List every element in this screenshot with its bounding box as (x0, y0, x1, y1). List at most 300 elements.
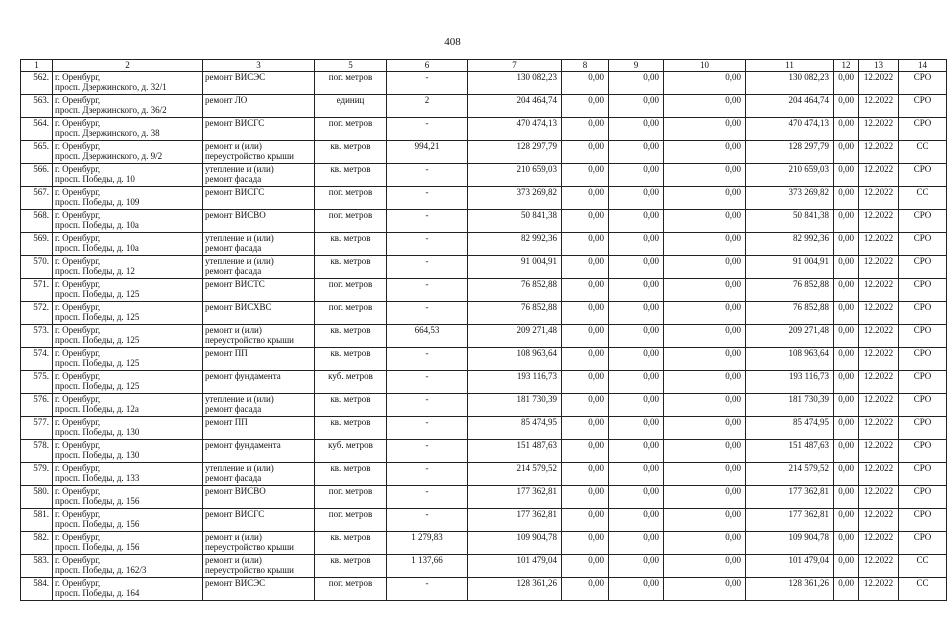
deadline-cell-line: 12.2022 (863, 371, 894, 381)
fund-cell-10 (664, 509, 746, 532)
row-number-line: 564. (33, 118, 49, 128)
total-cost-cell (468, 233, 562, 256)
work-type-cell (203, 256, 315, 279)
unit-cell (315, 118, 387, 141)
fund-cell-12-line: 0,00 (838, 417, 854, 427)
work-type-cell-line: ремонт ВИСВО (205, 210, 266, 220)
work-type-cell (203, 233, 315, 256)
quantity-cell (387, 371, 468, 394)
owners-funds-cell-line: 85 474,95 (793, 417, 829, 427)
table-row (21, 187, 947, 210)
fund-cell-9 (609, 256, 664, 279)
total-cost-cell (468, 463, 562, 486)
fund-method-cell (899, 578, 947, 601)
deadline-cell (859, 509, 899, 532)
owners-funds-cell (746, 141, 834, 164)
fund-cell-9 (609, 417, 664, 440)
total-cost-cell-line: 108 963,64 (516, 348, 557, 358)
deadline-cell-line: 12.2022 (863, 440, 894, 450)
fund-cell-10-line: 0,00 (725, 509, 741, 519)
fund-method-cell-line: СРО (913, 532, 932, 542)
fund-cell-12-line: 0,00 (838, 486, 854, 496)
total-cost-cell-line: 128 297,79 (516, 141, 557, 151)
fund-cell-12 (834, 348, 859, 371)
fund-cell-8 (562, 325, 609, 348)
address-cell-line: г. Оренбург, (55, 348, 101, 358)
deadline-cell-line: 12.2022 (863, 210, 894, 220)
deadline-cell (859, 394, 899, 417)
work-type-cell-line: ремонт ВИСЭС (205, 578, 266, 588)
fund-cell-12 (834, 555, 859, 578)
unit-cell (315, 141, 387, 164)
fund-cell-9-line: 0,00 (643, 509, 659, 519)
fund-cell-12 (834, 440, 859, 463)
address-cell-line: г. Оренбург, (55, 141, 101, 151)
fund-cell-12-line: 0,00 (838, 279, 854, 289)
owners-funds-cell-line: 470 474,13 (788, 118, 829, 128)
address-cell (53, 256, 203, 279)
work-type-cell-line: утепление и (или) (205, 394, 274, 404)
fund-cell-9-line: 0,00 (643, 532, 659, 542)
address-cell (53, 279, 203, 302)
owners-funds-cell (746, 187, 834, 210)
row-number (21, 394, 53, 417)
unit-cell-line: пог. метров (328, 187, 373, 197)
fund-cell-12 (834, 325, 859, 348)
unit-cell-line: кв. метров (330, 555, 371, 565)
row-number-line: 582. (33, 532, 49, 542)
fund-cell-10 (664, 440, 746, 463)
row-number (21, 463, 53, 486)
row-number (21, 256, 53, 279)
column-header: 9 (609, 60, 664, 72)
fund-cell-9 (609, 394, 664, 417)
work-type-cell-line: утепление и (или) (205, 164, 274, 174)
total-cost-cell (468, 256, 562, 279)
address-cell-line: г. Оренбург, (55, 256, 101, 266)
work-type-cell (203, 302, 315, 325)
address-cell (53, 348, 203, 371)
total-cost-cell-line: 82 992,36 (521, 233, 557, 243)
row-number (21, 118, 53, 141)
unit-cell (315, 256, 387, 279)
fund-cell-8 (562, 486, 609, 509)
fund-cell-10-line: 0,00 (725, 417, 741, 427)
unit-cell (315, 578, 387, 601)
deadline-cell-line: 12.2022 (863, 348, 894, 358)
unit-cell-line: пог. метров (328, 302, 373, 312)
fund-method-cell-line: СРО (913, 233, 932, 243)
fund-cell-12 (834, 279, 859, 302)
fund-cell-8-line: 0,00 (588, 578, 604, 588)
fund-cell-8 (562, 187, 609, 210)
work-type-cell-line: ремонт фасада (205, 243, 262, 253)
total-cost-cell-line: 214 579,52 (516, 463, 557, 473)
fund-method-cell (899, 394, 947, 417)
fund-cell-8 (562, 72, 609, 95)
fund-cell-10 (664, 302, 746, 325)
work-type-cell (203, 141, 315, 164)
deadline-cell (859, 141, 899, 164)
fund-cell-10-line: 0,00 (725, 532, 741, 542)
unit-cell-line: пог. метров (328, 72, 373, 82)
quantity-cell-line: 664,53 (414, 325, 440, 335)
deadline-cell-line: 12.2022 (863, 509, 894, 519)
quantity-cell-line: - (425, 279, 429, 289)
fund-cell-8-line: 0,00 (588, 233, 604, 243)
fund-cell-10 (664, 279, 746, 302)
total-cost-cell (468, 578, 562, 601)
address-cell-line: г. Оренбург, (55, 440, 101, 450)
fund-cell-12 (834, 95, 859, 118)
work-type-cell (203, 371, 315, 394)
fund-cell-8-line: 0,00 (588, 394, 604, 404)
fund-cell-10 (664, 325, 746, 348)
quantity-cell-line: - (425, 348, 429, 358)
fund-cell-8-line: 0,00 (588, 532, 604, 542)
work-type-cell-line: ремонт ПП (205, 348, 248, 358)
work-type-cell-line: ремонт ВИСЭС (205, 72, 266, 82)
address-cell-line: г. Оренбург, (55, 164, 101, 174)
work-type-cell-line: утепление и (или) (205, 256, 274, 266)
fund-cell-12-line: 0,00 (838, 302, 854, 312)
quantity-cell-line: - (425, 509, 429, 519)
work-type-cell-line: переустройство крыши (205, 565, 294, 575)
unit-cell-line: кв. метров (330, 417, 371, 427)
unit-cell-line: пог. метров (328, 578, 373, 588)
address-cell-line: г. Оренбург, (55, 118, 101, 128)
fund-cell-8 (562, 440, 609, 463)
fund-cell-8 (562, 463, 609, 486)
table-row (21, 164, 947, 187)
fund-cell-10 (664, 141, 746, 164)
deadline-cell-line: 12.2022 (863, 486, 894, 496)
total-cost-cell (468, 532, 562, 555)
deadline-cell-line: 12.2022 (863, 417, 894, 427)
fund-cell-10 (664, 486, 746, 509)
work-type-cell (203, 95, 315, 118)
fund-cell-9 (609, 141, 664, 164)
address-cell-line: г. Оренбург, (55, 394, 101, 404)
work-type-cell (203, 555, 315, 578)
work-type-cell-line: ремонт ВИСГС (205, 187, 265, 197)
unit-cell-line: единиц (336, 95, 365, 105)
total-cost-cell (468, 509, 562, 532)
fund-cell-9 (609, 325, 664, 348)
total-cost-cell-line: 91 004,91 (521, 256, 557, 266)
fund-method-cell-line: СРО (913, 394, 932, 404)
fund-cell-8-line: 0,00 (588, 348, 604, 358)
fund-cell-12-line: 0,00 (838, 394, 854, 404)
row-number-line: 567. (33, 187, 49, 197)
deadline-cell (859, 72, 899, 95)
row-number (21, 486, 53, 509)
fund-cell-12 (834, 417, 859, 440)
table-row (21, 118, 947, 141)
address-cell (53, 417, 203, 440)
address-cell-line: г. Оренбург, (55, 187, 101, 197)
deadline-cell-line: 12.2022 (863, 164, 894, 174)
column-header: 7 (468, 60, 562, 72)
address-cell-line: просп. Победы, д. 109 (55, 197, 140, 207)
work-type-cell-line: ремонт и (или) (205, 141, 262, 151)
fund-cell-8 (562, 532, 609, 555)
row-number-line: 569. (33, 233, 49, 243)
fund-cell-9 (609, 279, 664, 302)
fund-cell-12-line: 0,00 (838, 348, 854, 358)
deadline-cell-line: 12.2022 (863, 463, 894, 473)
fund-cell-10-line: 0,00 (725, 72, 741, 82)
work-type-cell-line: утепление и (или) (205, 233, 274, 243)
fund-cell-9-line: 0,00 (643, 578, 659, 588)
fund-method-cell-line: СРО (913, 256, 932, 266)
quantity-cell (387, 417, 468, 440)
total-cost-cell-line: 85 474,95 (521, 417, 557, 427)
table-row (21, 509, 947, 532)
address-cell (53, 509, 203, 532)
unit-cell (315, 233, 387, 256)
unit-cell-line: пог. метров (328, 486, 373, 496)
fund-cell-10-line: 0,00 (725, 555, 741, 565)
address-cell (53, 394, 203, 417)
address-cell-line: просп. Победы, д. 10 (55, 174, 135, 184)
fund-method-cell-line: СРО (913, 348, 932, 358)
row-number-line: 573. (33, 325, 49, 335)
quantity-cell (387, 210, 468, 233)
deadline-cell (859, 463, 899, 486)
work-type-cell-line: ремонт ВИСХВС (205, 302, 272, 312)
work-type-cell (203, 187, 315, 210)
deadline-cell-line: 12.2022 (863, 256, 894, 266)
table-row (21, 325, 947, 348)
address-cell-line: г. Оренбург, (55, 210, 101, 220)
unit-cell-line: кв. метров (330, 141, 371, 151)
row-number-line: 579. (33, 463, 49, 473)
row-number (21, 302, 53, 325)
owners-funds-cell-line: 128 297,79 (788, 141, 829, 151)
owners-funds-cell-line: 204 464,74 (788, 95, 829, 105)
work-type-cell (203, 578, 315, 601)
fund-method-cell-line: СРО (913, 210, 932, 220)
owners-funds-cell (746, 256, 834, 279)
fund-cell-8-line: 0,00 (588, 256, 604, 266)
fund-method-cell-line: СРО (913, 164, 932, 174)
address-cell-line: г. Оренбург, (55, 509, 101, 519)
fund-cell-10 (664, 417, 746, 440)
row-number-line: 575. (33, 371, 49, 381)
table-row (21, 578, 947, 601)
quantity-cell-line: - (425, 302, 429, 312)
address-cell (53, 302, 203, 325)
row-number (21, 440, 53, 463)
work-type-cell (203, 325, 315, 348)
fund-cell-9 (609, 348, 664, 371)
address-cell-line: просп. Дзержинского, д. 9/2 (55, 151, 163, 161)
fund-cell-9-line: 0,00 (643, 164, 659, 174)
work-type-cell-line: ремонт фасада (205, 174, 262, 184)
fund-cell-10-line: 0,00 (725, 371, 741, 381)
total-cost-cell (468, 302, 562, 325)
deadline-cell-line: 12.2022 (863, 325, 894, 335)
fund-method-cell (899, 210, 947, 233)
fund-method-cell-line: СРО (913, 486, 932, 496)
fund-cell-10-line: 0,00 (725, 164, 741, 174)
fund-cell-8 (562, 118, 609, 141)
quantity-cell (387, 532, 468, 555)
owners-funds-cell (746, 555, 834, 578)
fund-cell-12-line: 0,00 (838, 233, 854, 243)
row-number (21, 325, 53, 348)
address-cell (53, 141, 203, 164)
work-type-cell (203, 118, 315, 141)
fund-method-cell (899, 164, 947, 187)
total-cost-cell (468, 210, 562, 233)
fund-method-cell (899, 187, 947, 210)
owners-funds-cell (746, 72, 834, 95)
row-number-line: 563. (33, 95, 49, 105)
fund-method-cell (899, 279, 947, 302)
column-header: 1 (21, 60, 53, 72)
address-cell-line: просп. Победы, д. 156 (55, 519, 140, 529)
row-number (21, 95, 53, 118)
deadline-cell-line: 12.2022 (863, 118, 894, 128)
fund-cell-8-line: 0,00 (588, 302, 604, 312)
row-number-line: 571. (33, 279, 49, 289)
fund-cell-9-line: 0,00 (643, 348, 659, 358)
fund-cell-8-line: 0,00 (588, 72, 604, 82)
owners-funds-cell-line: 108 963,64 (788, 348, 829, 358)
address-cell (53, 95, 203, 118)
address-cell-line: г. Оренбург, (55, 302, 101, 312)
fund-cell-9 (609, 532, 664, 555)
fund-cell-10 (664, 210, 746, 233)
address-cell-line: просп. Победы, д. 10а (55, 220, 139, 230)
fund-cell-8-line: 0,00 (588, 555, 604, 565)
quantity-cell-line: - (425, 72, 429, 82)
total-cost-cell-line: 177 362,81 (516, 486, 557, 496)
fund-method-cell (899, 417, 947, 440)
row-number-line: 566. (33, 164, 49, 174)
row-number (21, 417, 53, 440)
total-cost-cell (468, 486, 562, 509)
address-cell (53, 486, 203, 509)
total-cost-cell (468, 279, 562, 302)
fund-cell-12 (834, 463, 859, 486)
quantity-cell (387, 578, 468, 601)
fund-cell-8-line: 0,00 (588, 118, 604, 128)
address-cell (53, 463, 203, 486)
fund-cell-10 (664, 578, 746, 601)
fund-cell-10-line: 0,00 (725, 302, 741, 312)
fund-cell-8 (562, 141, 609, 164)
quantity-cell (387, 555, 468, 578)
total-cost-cell (468, 440, 562, 463)
deadline-cell (859, 95, 899, 118)
owners-funds-cell-line: 128 361,26 (788, 578, 829, 588)
work-type-cell-line: ремонт фундамента (205, 440, 281, 450)
fund-cell-8 (562, 348, 609, 371)
fund-cell-10 (664, 72, 746, 95)
fund-cell-12 (834, 118, 859, 141)
row-number (21, 578, 53, 601)
row-number (21, 371, 53, 394)
address-cell-line: просп. Победы, д. 156 (55, 496, 140, 506)
owners-funds-cell (746, 210, 834, 233)
address-cell (53, 532, 203, 555)
deadline-cell-line: 12.2022 (863, 532, 894, 542)
deadline-cell (859, 210, 899, 233)
quantity-cell (387, 486, 468, 509)
fund-cell-9-line: 0,00 (643, 486, 659, 496)
address-cell (53, 440, 203, 463)
fund-cell-8 (562, 509, 609, 532)
column-header: 13 (859, 60, 899, 72)
table-row (21, 417, 947, 440)
fund-cell-12 (834, 302, 859, 325)
unit-cell (315, 440, 387, 463)
work-type-cell-line: переустройство крыши (205, 151, 294, 161)
fund-cell-9-line: 0,00 (643, 72, 659, 82)
table-row (21, 440, 947, 463)
address-cell (53, 325, 203, 348)
quantity-cell-line: - (425, 187, 429, 197)
owners-funds-cell-line: 76 852,88 (793, 279, 829, 289)
fund-cell-12 (834, 256, 859, 279)
column-header: 3 (203, 60, 315, 72)
fund-cell-9-line: 0,00 (643, 302, 659, 312)
deadline-cell (859, 486, 899, 509)
row-number (21, 348, 53, 371)
fund-cell-12 (834, 509, 859, 532)
fund-cell-9 (609, 440, 664, 463)
owners-funds-cell-line: 50 841,38 (793, 210, 829, 220)
fund-cell-8 (562, 578, 609, 601)
unit-cell (315, 302, 387, 325)
work-type-cell (203, 417, 315, 440)
fund-cell-9 (609, 509, 664, 532)
total-cost-cell (468, 348, 562, 371)
total-cost-cell-line: 210 659,03 (516, 164, 557, 174)
quantity-cell (387, 509, 468, 532)
address-cell (53, 578, 203, 601)
fund-method-cell (899, 95, 947, 118)
owners-funds-cell-line: 210 659,03 (788, 164, 829, 174)
fund-cell-12 (834, 486, 859, 509)
table-row (21, 279, 947, 302)
fund-cell-9-line: 0,00 (643, 95, 659, 105)
quantity-cell-line: - (425, 164, 429, 174)
address-cell (53, 72, 203, 95)
fund-cell-10 (664, 532, 746, 555)
unit-cell (315, 187, 387, 210)
page-number: 408 (444, 36, 461, 48)
address-cell-line: г. Оренбург, (55, 371, 101, 381)
deadline-cell-line: 12.2022 (863, 187, 894, 197)
fund-cell-10-line: 0,00 (725, 394, 741, 404)
fund-cell-12-line: 0,00 (838, 509, 854, 519)
quantity-cell-line: - (425, 417, 429, 427)
fund-cell-9 (609, 371, 664, 394)
owners-funds-cell (746, 578, 834, 601)
deadline-cell-line: 12.2022 (863, 555, 894, 565)
table-row (21, 371, 947, 394)
total-cost-cell (468, 394, 562, 417)
fund-cell-9-line: 0,00 (643, 279, 659, 289)
unit-cell-line: кв. метров (330, 463, 371, 473)
fund-cell-12 (834, 371, 859, 394)
fund-cell-12 (834, 141, 859, 164)
owners-funds-cell (746, 486, 834, 509)
